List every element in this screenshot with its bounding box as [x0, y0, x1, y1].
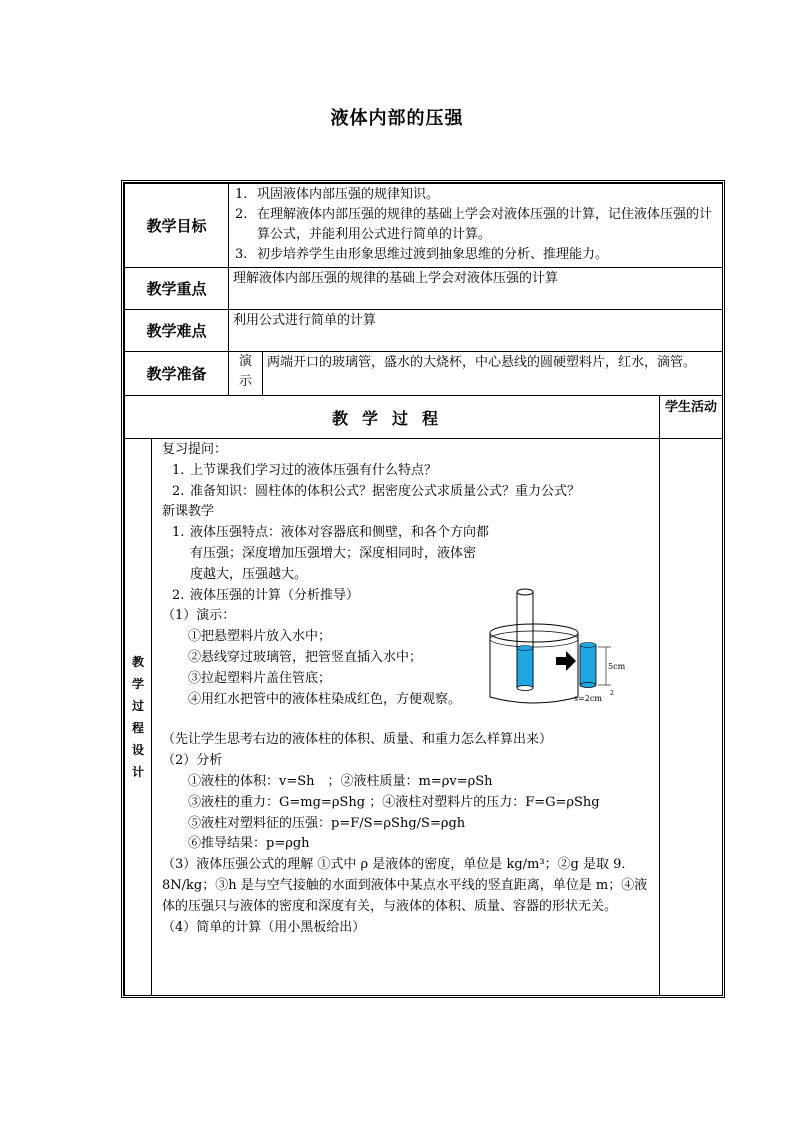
prep-label: 教学准备: [125, 352, 229, 396]
focus-label: 教学重点: [125, 268, 229, 310]
separated-liquid-column: [580, 645, 596, 685]
lesson-plan-table: [124, 183, 723, 996]
tube-liquid-column: [517, 648, 533, 688]
analysis-line: ⑤液柱对塑料征的压强：p=F/S=ρShg/S=ρgh: [188, 815, 466, 831]
prep-demo-tag: [229, 352, 263, 396]
tube-liquid-top: [517, 646, 533, 651]
new-item-1: 1. 液体压强特点：液体对容器底和侧壁，和各个方向都有压强；深度增加压强增大；深度相同时，液体密 度越大，压强越大。: [172, 525, 490, 582]
goals-label: 教学目标: [125, 184, 229, 268]
plastic-disc: [517, 686, 533, 691]
beaker-bottom: [490, 697, 578, 703]
side-label-char: 学: [131, 677, 144, 691]
review-item: 2. 准备知识：圆柱体的体积公式？据密度公式求质量公式？重力公式？: [172, 483, 581, 499]
student-activity-header: 学生活动: [660, 396, 723, 439]
process-header-row: [125, 396, 723, 439]
area-label: s=2cm: [574, 694, 602, 703]
demo-step: ④用红水把管中的液体柱染成红色，方便观察。: [188, 691, 462, 707]
process-content: [152, 439, 660, 996]
separated-liquid-top: [580, 643, 596, 648]
side-label-char: 程: [131, 721, 144, 735]
demo-tag-char: 示: [239, 374, 253, 389]
goal-item: 2. 在理解液体内部压强的规律的基础上学会对液体压强的计算，记住液体压强的计算公式，并能利用公式进行简单的计算。: [235, 207, 713, 242]
demo-step: ①把悬塑料片放入水中；: [188, 629, 332, 645]
side-label-char: 设: [131, 743, 144, 757]
difficulty-content: 利用公式进行简单的计算: [229, 310, 723, 352]
new-item-2: 2. 液体压强的计算（分析推导）: [172, 587, 360, 603]
process-header: 教学过程: [125, 396, 660, 439]
analysis-line: ③液柱的重力：G=mg=ρShg ；④液柱对塑料片的压力：F=G=ρShg: [188, 794, 600, 810]
new-lesson-title: 新课教学: [162, 504, 215, 520]
process-side-text: [125, 651, 151, 783]
side-label-char: 过: [131, 699, 144, 713]
goals-row: [125, 184, 723, 268]
think-prompt: （先让学生思考右边的液体柱的体积、质量、和重力怎么样算出来）: [162, 732, 553, 748]
tube-top: [517, 589, 533, 595]
goal-item: 1. 巩固液体内部压强的规律知识。: [235, 187, 440, 202]
arrow-icon: [556, 651, 576, 671]
area-exponent: 2: [610, 690, 614, 697]
demo-tag-char: 演: [239, 354, 253, 369]
review-item: 1. 上节课我们学习过的液体压强有什么特点？: [172, 462, 438, 478]
analysis-title: （2）分析: [162, 753, 223, 769]
focus-row: [125, 268, 723, 310]
demo-title: （1）演示：: [162, 608, 236, 624]
side-label-char: 计: [131, 765, 144, 779]
side-label-char: 教: [131, 655, 144, 669]
analysis-line: ①液柱的体积：v=Sh ；②液柱质量：m=ρv=ρSh: [188, 773, 493, 789]
formula-understanding: （3）液体压强公式的理解 ①式中 ρ 是液体的密度，单位是 kg/m³；②g 是取 9．8N/kg；③h 是与空气接触的水面到液体中某点水平线的竖直距离，单位是 m；④液体的压强只与液体的密度和深度有关，与液体的体积、质量、容器的形状无关。: [162, 857, 648, 914]
goals-content: [229, 184, 723, 268]
student-activity-cell: [660, 439, 723, 996]
simple-calculation: （4）简单的计算（用小黑板给出）: [162, 919, 366, 935]
liquid-column-figure: [486, 585, 646, 705]
demo-step: ②悬线穿过玻璃管，把管竖直插入水中；: [188, 649, 423, 665]
prep-content: 两端开口的玻璃管，盛水的大烧杯，中心悬线的圆硬塑料片，红水，滴管。: [263, 352, 723, 396]
analysis-line: ⑥推导结果：p=ρgh: [188, 836, 310, 852]
process-body-row: [125, 439, 723, 996]
goal-item: 3. 初步培养学生由形象思维过渡到抽象思维的分析、推理能力。: [235, 247, 609, 262]
difficulty-label: 教学难点: [125, 310, 229, 352]
page-title: 液体内部的压强: [330, 108, 464, 129]
review-title: 复习提问：: [162, 442, 228, 457]
process-side-label: [125, 439, 152, 996]
prep-row: [125, 352, 723, 396]
focus-content: 理解液体内部压强的规律的基础上学会对液体压强的计算: [229, 268, 723, 310]
difficulty-row: [125, 310, 723, 352]
height-label: 5cm: [608, 662, 626, 671]
separated-liquid-bottom: [580, 683, 596, 688]
demo-step: ③拉起塑料片盖住管底；: [188, 670, 332, 686]
